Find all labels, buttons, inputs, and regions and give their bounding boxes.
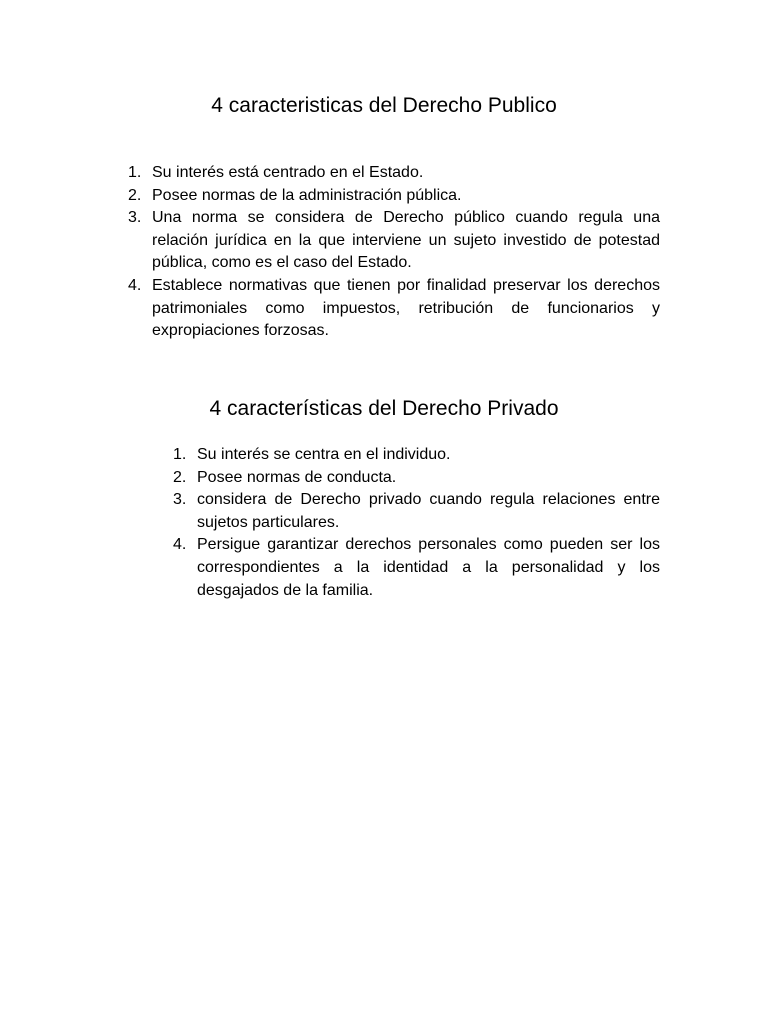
list-item xyxy=(173,467,660,490)
list-item-number: 4. xyxy=(128,276,142,294)
list-item-number: 4. xyxy=(173,536,187,554)
list-item-number: 3. xyxy=(128,209,142,227)
list-item-text: Establece normativas que tienen por finalidad preservar los derechos patrimoniales como impuestos, retribución de funcionarios y expropiaciones forzosas. xyxy=(152,276,660,340)
list-item-number: 1. xyxy=(128,164,142,181)
section-title-derecho-privado: 4 características del Derecho Privado xyxy=(209,397,559,420)
list-item-number: 1. xyxy=(173,446,187,463)
list-item xyxy=(128,185,660,208)
list-item-text: Una norma se considera de Derecho público cuando regula una relación jurídica en la que interviene un sujeto investido de potestad pública, como es el caso del Estado. xyxy=(152,209,660,272)
list-item-text: Su interés está centrado en el Estado. xyxy=(152,164,424,181)
list-derecho-publico xyxy=(128,162,660,343)
list-item-text: Posee normas de la administración pública. xyxy=(152,186,462,204)
list-item xyxy=(128,162,660,185)
list-item-text: considera de Derecho privado cuando regula relaciones entre sujetos particulares. xyxy=(197,491,660,531)
section-title-derecho-publico: 4 caracteristicas del Derecho Publico xyxy=(211,94,557,117)
list-item-text: Posee normas de conducta. xyxy=(197,468,397,486)
list-item-number: 3. xyxy=(173,491,187,509)
list-item xyxy=(173,534,660,602)
list-item-number: 2. xyxy=(173,468,187,486)
list-item xyxy=(173,489,660,534)
list-item-number: 2. xyxy=(128,186,142,204)
list-item-text: Persigue garantizar derechos personales como pueden ser los correspondientes a la identidad a la personalidad y los desgajados de la familia. xyxy=(197,536,660,599)
list-item xyxy=(173,444,660,467)
list-item xyxy=(128,275,660,343)
list-derecho-privado xyxy=(173,444,660,602)
list-item-text: Su interés se centra en el individuo. xyxy=(197,446,451,463)
list-item xyxy=(128,207,660,275)
